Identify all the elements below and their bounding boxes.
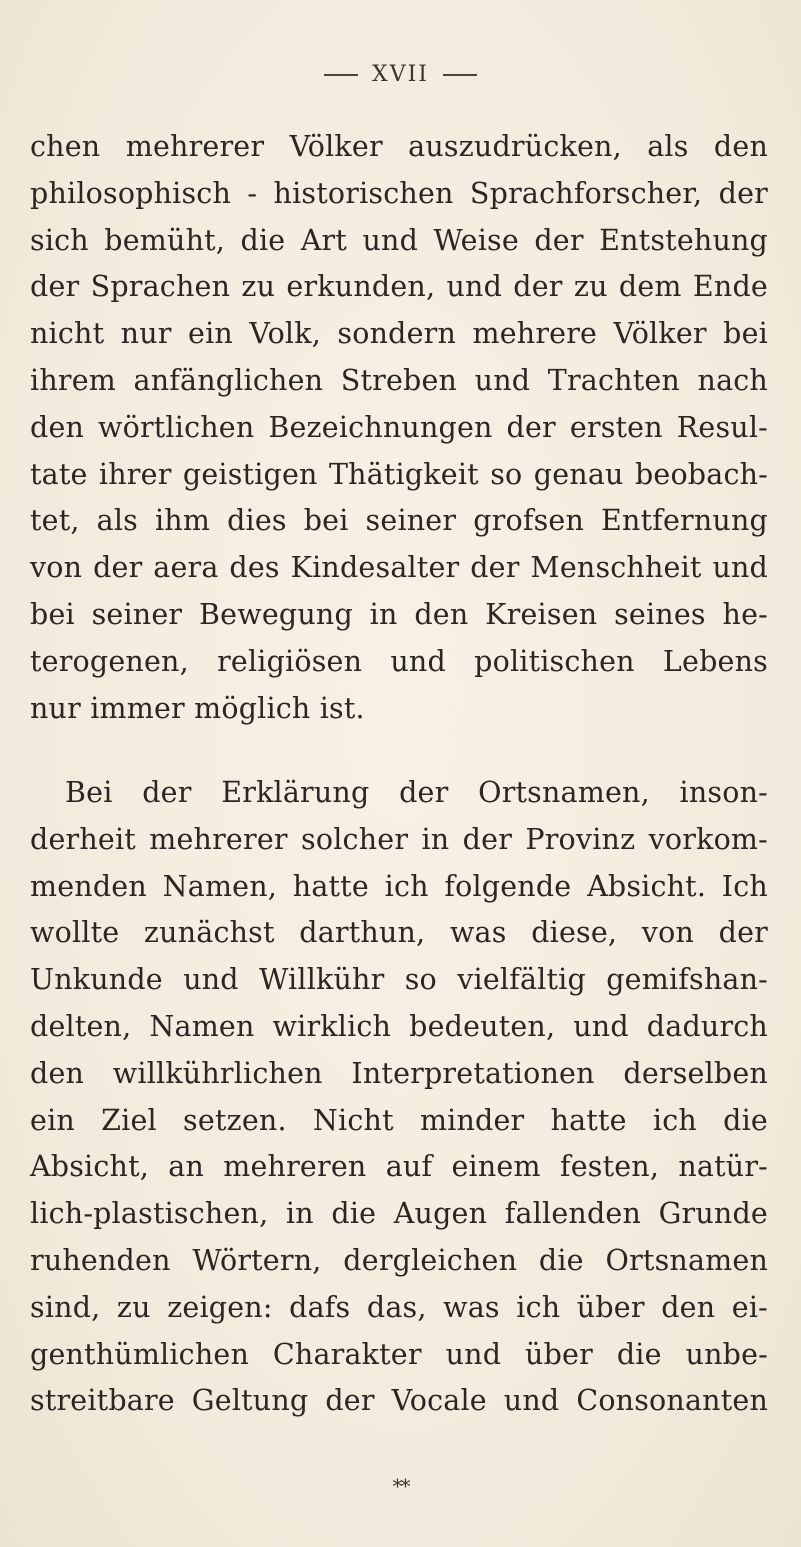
signature-mark: ** <box>392 1474 409 1498</box>
text-line: wollte zunächst darthun, was diese, von der <box>30 916 768 950</box>
text-line: nicht nur ein Volk, sondern mehrere Völker bei <box>30 317 768 351</box>
text-line: bei seiner Bewegung in den Kreisen seines he- <box>30 597 768 631</box>
header-dash-right <box>443 74 477 76</box>
page-number: XVII <box>372 62 429 87</box>
text-line: derheit mehrerer solcher in der Provinz vorkom- <box>30 822 768 856</box>
text-line: philosophisch - historischen Sprachforscher, der <box>30 176 768 210</box>
text-line: lich-plastischen, in die Augen fallenden Grunde <box>30 1197 768 1231</box>
text-line: ihrem anfänglichen Streben und Trachten nach <box>30 363 768 397</box>
paragraph-1 <box>30 124 768 732</box>
text-line: von der aera des Kindesalter der Menschheit und <box>30 551 768 585</box>
text-line: streitbare Geltung der Vocale und Consonanten <box>30 1384 768 1418</box>
text-line: ein Ziel setzen. Nicht minder hatte ich die <box>30 1103 768 1137</box>
text-line: tet, als ihm dies bei seiner grofsen Entfernung <box>30 504 768 538</box>
text-line: sich bemüht, die Art und Weise der Entstehung <box>30 223 768 257</box>
text-line: Absicht, an mehreren auf einem festen, natür- <box>30 1150 768 1184</box>
text-line: ruhenden Wörtern, dergleichen die Ortsnamen <box>30 1243 768 1277</box>
text-line: tate ihrer geistigen Thätigkeit so genau beobach- <box>30 457 768 491</box>
paragraph-2 <box>30 770 768 1425</box>
text-line: Bei der Erklärung der Ortsnamen, inson- <box>65 776 768 809</box>
text-line: chen mehrerer Völker auszudrücken, als den <box>30 130 768 163</box>
text-line: der Sprachen zu erkunden, und der zu dem Ende <box>30 270 768 304</box>
text-line: Unkunde und Willkühr so vielfältig gemifshan- <box>30 963 768 997</box>
text-line: den willkührlichen Interpretationen derselben <box>30 1056 768 1090</box>
page-header <box>0 62 801 87</box>
text-line: sind, zu zeigen: dafs das, was ich über den ei- <box>30 1290 768 1324</box>
text-line: den wörtlichen Bezeichnungen der ersten Resul- <box>30 410 768 444</box>
text-line: terogenen, religiösen und politischen Lebens <box>30 644 768 678</box>
text-line: nur immer möglich ist. <box>30 691 365 725</box>
text-line: menden Namen, hatte ich folgende Absicht. Ich <box>30 869 768 903</box>
text-line: delten, Namen wirklich bedeuten, und dadurch <box>30 1009 768 1043</box>
header-dash-left <box>324 74 358 76</box>
text-line: genthümlichen Charakter und über die unbe- <box>30 1337 768 1371</box>
